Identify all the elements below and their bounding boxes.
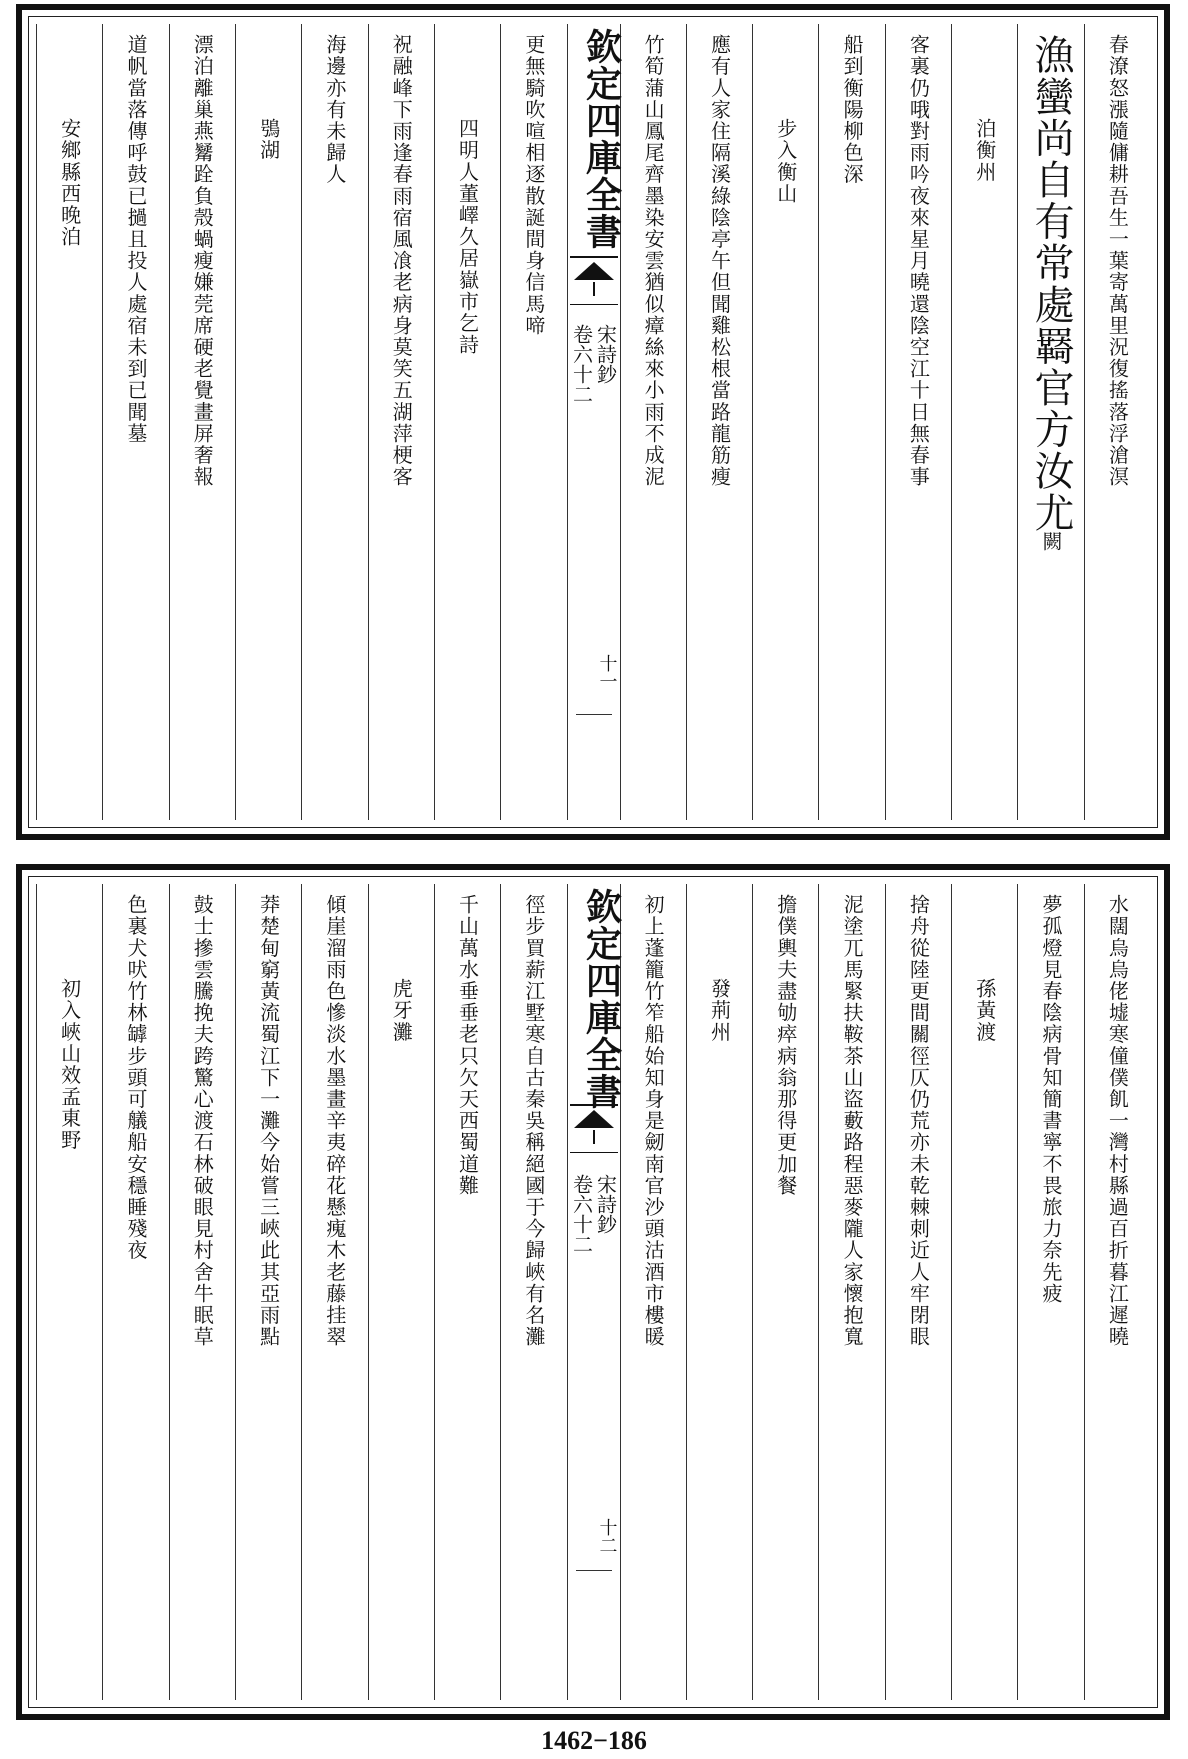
collection-title: 欽定四庫全書: [580, 888, 623, 1110]
poem-title: 發荊州: [707, 978, 732, 1043]
fish-tail-mark: [570, 256, 618, 305]
fold-divider: [576, 714, 612, 715]
column-13: 莽楚甸窮黃流蜀江下一灘今始嘗三峽此其亞雨點: [235, 884, 301, 1700]
text-columns: [36, 884, 1150, 1700]
column-7: 應有人家住隔溪綠陰亭午但聞雞松根當路龍筋瘦: [686, 24, 752, 820]
column-8: 初上蓬籠竹笮船始知身是劒南官沙頭沽酒市樓暖: [620, 884, 686, 1700]
column-2: 漁蠻尚自有常處羇官方汝尤 闕: [1017, 24, 1083, 820]
column-2: 夢孤燈見春陰病骨知簡書寧不畏旅力奈先疲: [1017, 884, 1083, 1700]
center-fold: [567, 884, 623, 1700]
collection-title: 欽定四庫全書: [580, 28, 623, 250]
column-12: 海邊亦有未歸人: [301, 24, 367, 820]
page-footer-number: 1462−186: [541, 1726, 647, 1755]
fold-divider: [576, 1570, 612, 1571]
column-1: 春潦怒漲隨傭耕吾生一葉寄萬里況復搖落浮滄溟: [1084, 24, 1150, 820]
page-lower: [16, 864, 1170, 1720]
column-9: 徑步買薪江墅寒自古秦吳稱絕國于今歸峽有名灘: [500, 884, 566, 1700]
column-15: 道帆當落傳呼鼓已撾且投人處宿未到已聞墓: [102, 24, 168, 820]
poem-title: 孫黃渡: [972, 978, 997, 1043]
column-14: 漂泊離巢燕觺跧負殼蝸瘦嫌莞席硬老覺畫屏奢報: [169, 24, 235, 820]
column-15: 色裏犬吠竹林罅步頭可艤船安穩睡殘夜: [102, 884, 168, 1700]
column-10: 千山萬水垂垂老只欠天西蜀道難: [434, 884, 500, 1700]
column-16: [36, 24, 102, 820]
column-3: [951, 884, 1017, 1700]
page-number: 十一: [596, 654, 618, 690]
column-11: 祝融峰下雨逢春雨宿風飡老病身莫笑五湖萍梗客: [368, 24, 434, 820]
poem-title: 泊衡州: [972, 118, 997, 183]
volume-label: 卷六十二: [569, 324, 594, 404]
poem-title: 鴞湖: [256, 118, 281, 162]
column-7: [686, 884, 752, 1700]
column-16: [36, 884, 102, 1700]
poem-title: 虎牙灘: [389, 978, 414, 1043]
poem-title: 四明人董嶧久居嶽市乞詩: [455, 118, 480, 356]
book-title: 宋詩鈔: [593, 1174, 618, 1234]
column-4: 捨舟從陸更間關徑仄仍荒亦未乾棘刺近人牢閉眼: [885, 884, 951, 1700]
text-columns: [36, 24, 1150, 820]
column-13: [235, 24, 301, 820]
missing-text-note: 闕: [1039, 531, 1064, 552]
column-8: 竹筍蒲山鳳尾齊墨染安雲猶似瘴絲來小雨不成泥: [620, 24, 686, 820]
column-12: 傾崖溜雨色慘淡水墨畫辛夷碎花懸瘣木老藤挂翠: [301, 884, 367, 1700]
column-3: [951, 24, 1017, 820]
column-6: 擔僕輿夫盡劬瘁病翁那得更加餐: [752, 884, 818, 1700]
center-fold: [567, 24, 623, 820]
column-6: [752, 24, 818, 820]
fish-tail-mark: [570, 1104, 618, 1153]
column-4: 客裏仍哦對雨吟夜來星月曉還陰空江十日無春事: [885, 24, 951, 820]
column-10: [434, 24, 500, 820]
column-9: 更無騎吹喧相逐散誕間身信馬啼: [500, 24, 566, 820]
page-number: 十二: [596, 1518, 618, 1554]
poem-title: 安鄉縣西晚泊: [57, 118, 82, 248]
column-14: 鼓士摻雲騰挽夫跨驚心渡石林破眼見村舍牛眠草: [169, 884, 235, 1700]
poem-title: 步入衡山: [773, 118, 798, 205]
book-title: 宋詩鈔: [593, 324, 618, 384]
column-1: 水闊烏烏佬墟寒僮僕飢一灣村縣過百折暮江遲曉: [1084, 884, 1150, 1700]
column-5: 泥塗兀馬緊扶鞍茶山盜藪路程惡麥隴人家懷抱寬: [818, 884, 884, 1700]
column-5: 船到衡陽柳色深: [818, 24, 884, 820]
page-upper: [16, 4, 1170, 840]
poem-title: 初入峽山效孟東野: [57, 978, 82, 1151]
volume-label: 卷六十二: [569, 1174, 594, 1254]
column-11: [368, 884, 434, 1700]
